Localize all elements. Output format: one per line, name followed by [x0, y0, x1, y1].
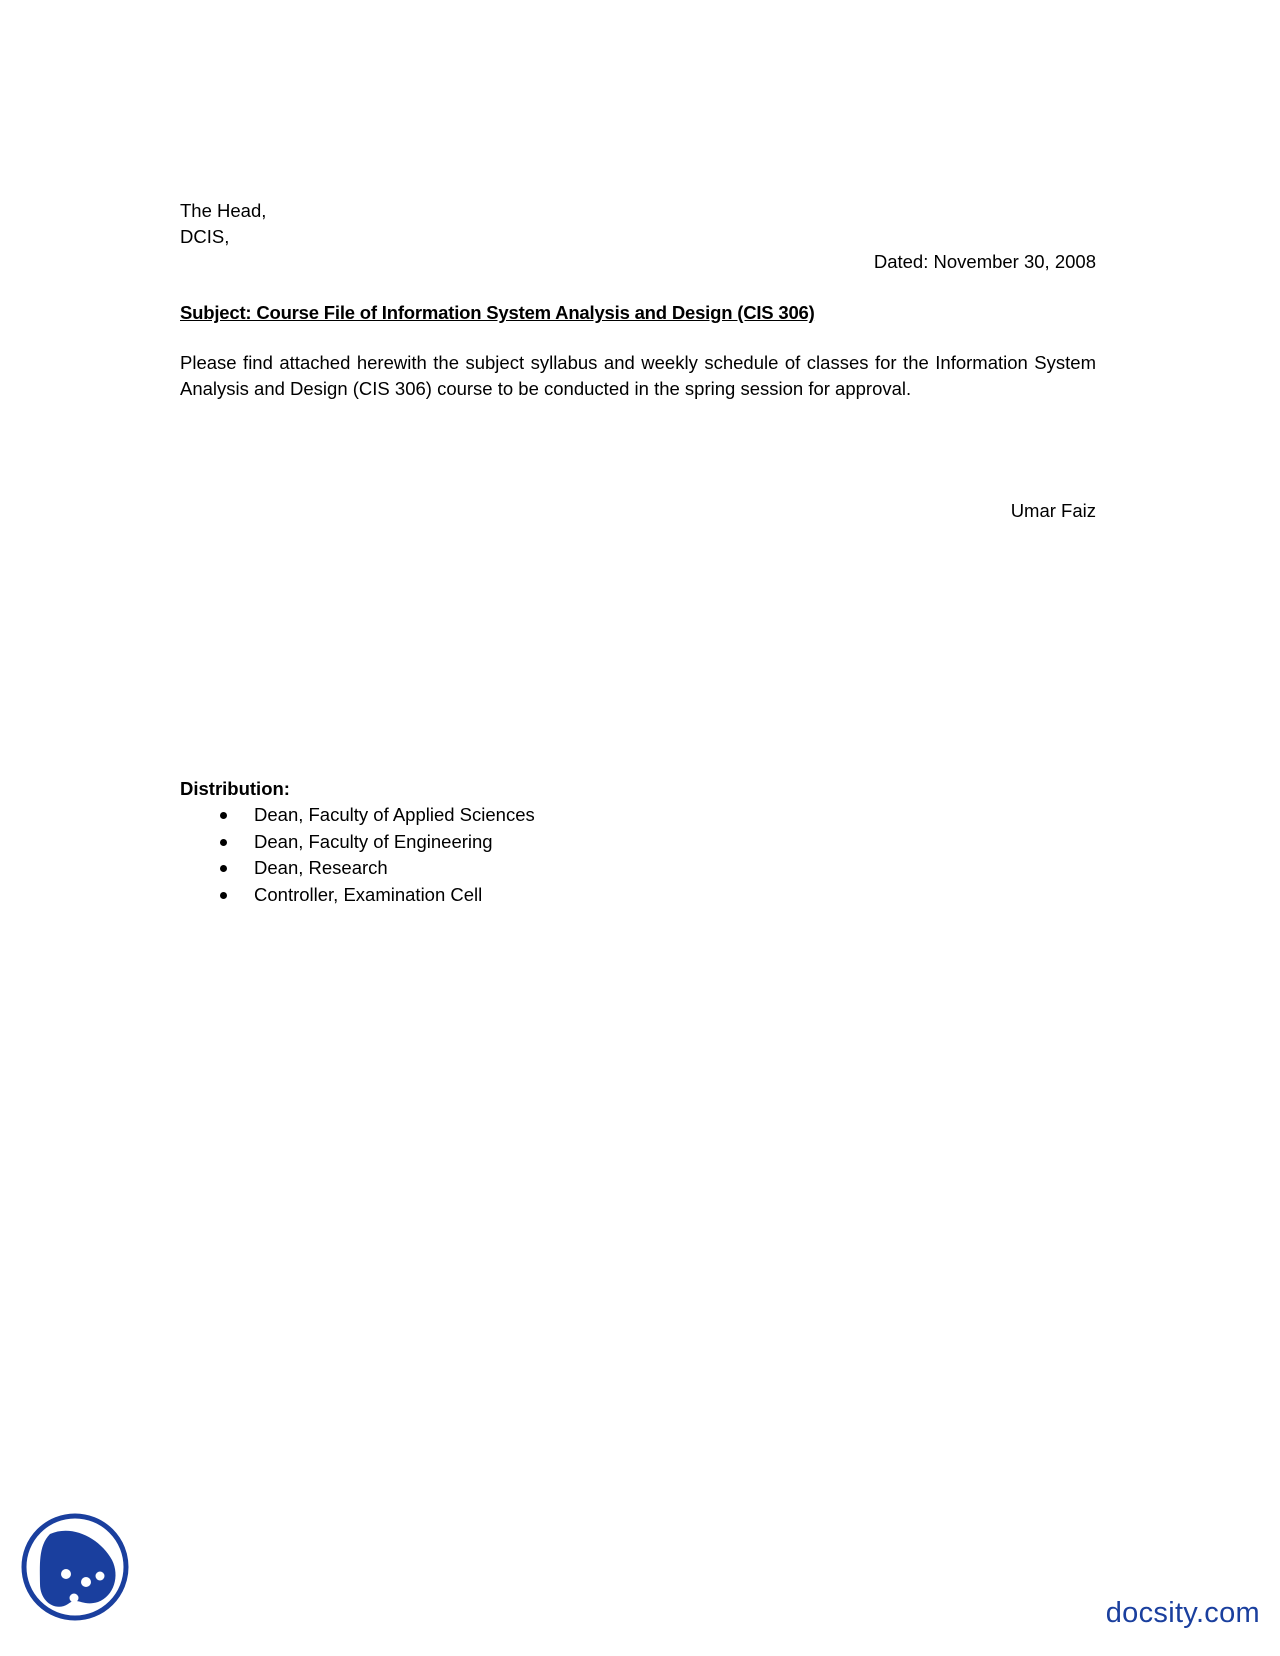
- letter-body: Please find attached herewith the subject syllabus and weekly schedule of classes for the Information System Analysis and Design (CIS 306) course to be conducted in the spring session for approval.: [180, 352, 1096, 399]
- list-item: [180, 829, 535, 856]
- docsity-brand-link[interactable]: docsity.com: [1105, 1597, 1260, 1629]
- list-item-label: Dean, Faculty of Applied Sciences: [254, 804, 535, 825]
- list-item: [180, 855, 535, 882]
- bullet-icon: [220, 865, 227, 872]
- bullet-icon: [220, 812, 227, 819]
- letter-subject: Subject: Course File of Information System Analysis and Design (CIS 306): [180, 302, 815, 323]
- list-item-label: Dean, Research: [254, 857, 388, 878]
- list-item: [180, 802, 535, 829]
- addressee-title: The Head,: [180, 200, 267, 221]
- signature-name: Umar Faiz: [1010, 500, 1096, 521]
- list-item-label: Controller, Examination Cell: [254, 883, 483, 905]
- list-item-label: Dean, Faculty of Engineering: [254, 830, 493, 852]
- bullet-icon: [220, 839, 227, 846]
- distribution-list: [180, 802, 535, 908]
- addressee-department: DCIS,: [180, 226, 230, 247]
- bullet-icon: [220, 892, 227, 899]
- list-item: [180, 882, 535, 909]
- docsity-logo-icon[interactable]: [20, 1512, 130, 1622]
- distribution-heading: Distribution:: [180, 778, 290, 799]
- letter-date: Dated: November 30, 2008: [873, 251, 1096, 272]
